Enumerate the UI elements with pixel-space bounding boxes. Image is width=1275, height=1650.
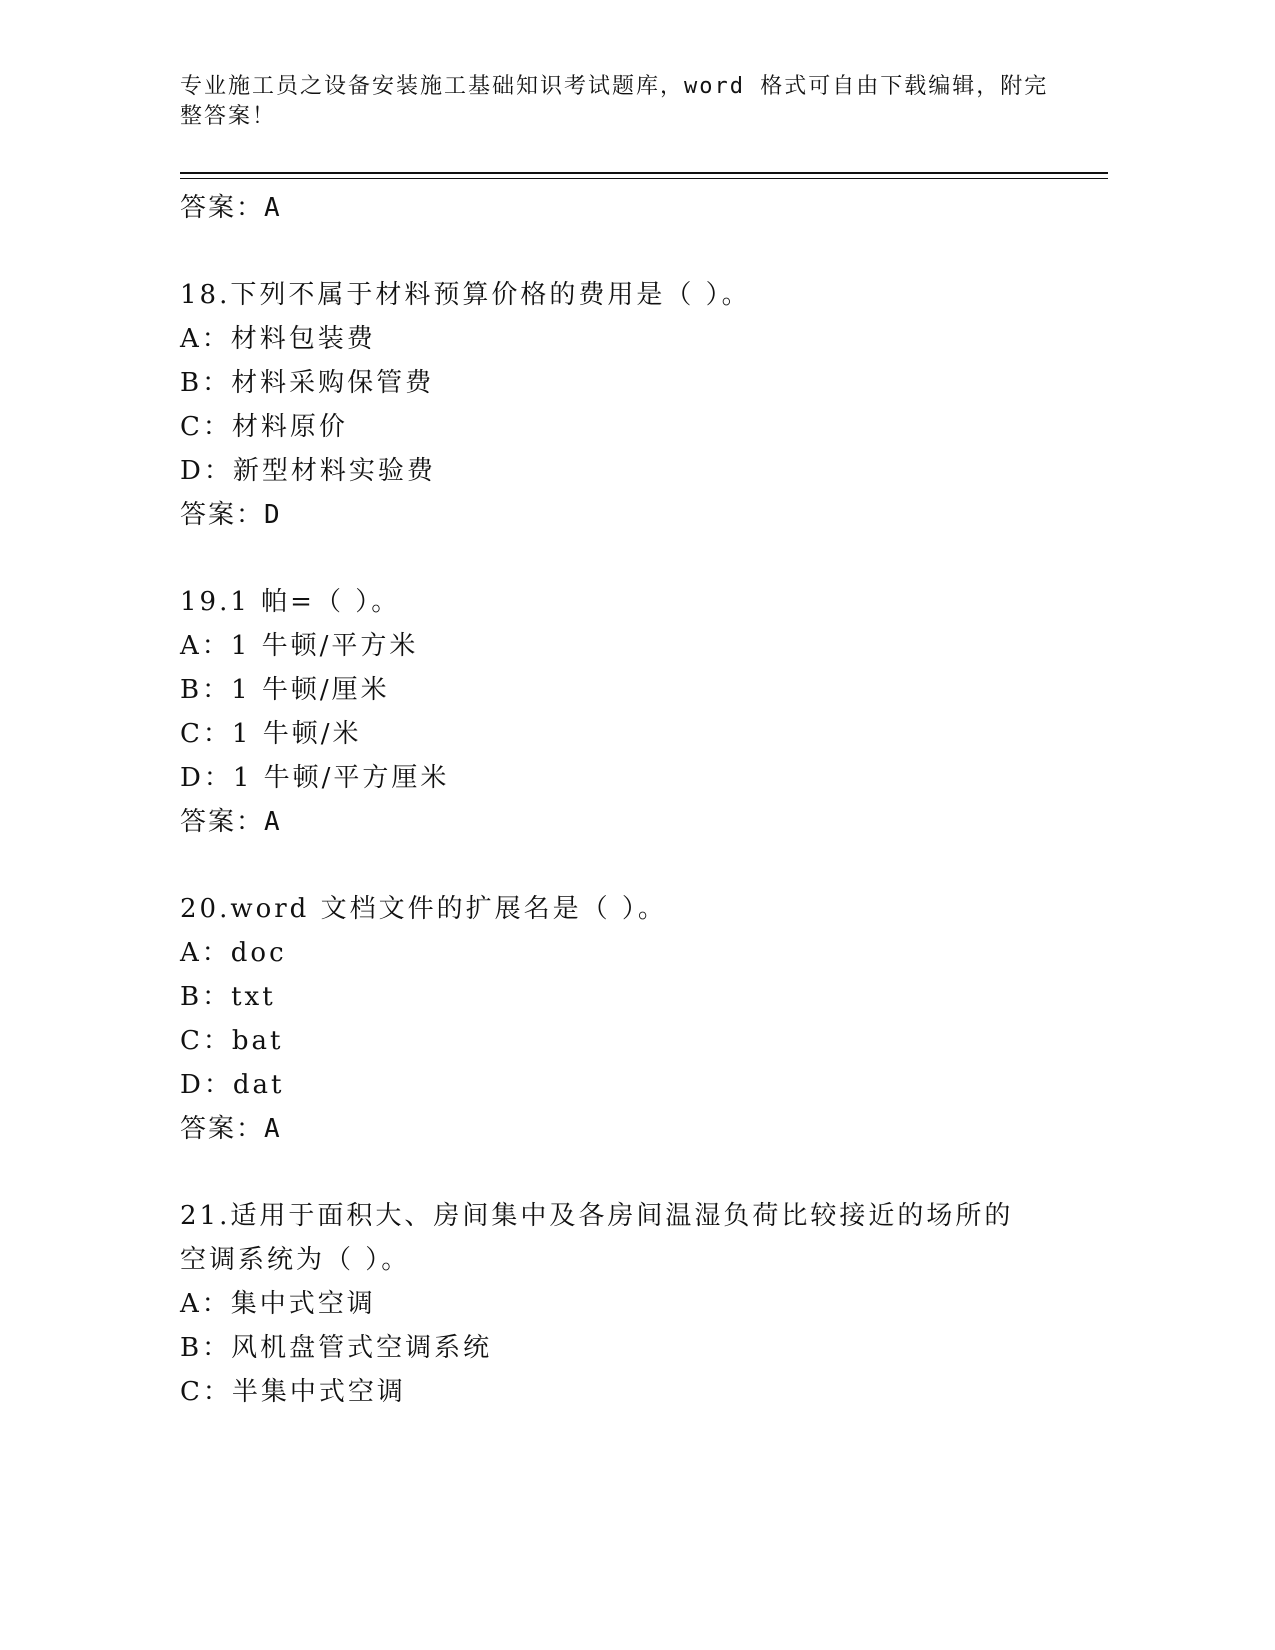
option-a: A：doc	[180, 938, 287, 968]
spacer	[180, 230, 1080, 273]
option-a: A：材料包装费	[180, 324, 376, 354]
header-rule-thin	[180, 178, 1108, 179]
question-block	[180, 273, 1080, 537]
option-c: C：1 牛顿/米	[180, 719, 362, 749]
question-list	[180, 186, 1080, 1414]
option-c: C：材料原价	[180, 412, 348, 442]
header-line-2: 整答案！	[180, 104, 277, 129]
question-title: 18.下列不属于材料预算价格的费用是（ ）。	[180, 280, 751, 310]
question-block	[180, 1194, 1080, 1414]
option-b: B：材料采购保管费	[180, 368, 435, 398]
spacer	[180, 537, 1080, 580]
option-c: C：bat	[180, 1026, 284, 1056]
option-c: C：半集中式空调	[180, 1377, 406, 1407]
header-rule-thick	[180, 172, 1108, 174]
option-a: A：集中式空调	[180, 1289, 376, 1319]
option-a: A：1 牛顿/平方米	[180, 631, 419, 661]
option-b: B：风机盘管式空调系统	[180, 1333, 493, 1363]
header-line-1: 专业施工员之设备安装施工基础知识考试题库，word 格式可自由下载编辑，附完	[180, 74, 1049, 99]
spacer	[180, 1151, 1080, 1194]
option-d: D：新型材料实验费	[180, 456, 436, 486]
question-block	[180, 887, 1080, 1151]
answer-line: 答案：A	[180, 807, 282, 837]
answer-line: 答案：A	[180, 193, 282, 223]
document-header	[180, 72, 1060, 132]
option-b: B：txt	[180, 982, 276, 1012]
question-title: 20.word 文档文件的扩展名是（ ）。	[180, 894, 667, 924]
answer-line: 答案：A	[180, 1114, 282, 1144]
question-title: 19.1 帕=（ ）。	[180, 587, 401, 617]
option-b: B：1 牛顿/厘米	[180, 675, 390, 705]
answer-line: 答案：D	[180, 500, 282, 530]
spacer	[180, 844, 1080, 887]
question-title: 21.适用于面积大、房间集中及各房间温湿负荷比较接近的场所的空调系统为（ ）。	[180, 1201, 1014, 1275]
option-d: D：1 牛顿/平方厘米	[180, 763, 450, 793]
option-d: D：dat	[180, 1070, 285, 1100]
question-block	[180, 580, 1080, 844]
